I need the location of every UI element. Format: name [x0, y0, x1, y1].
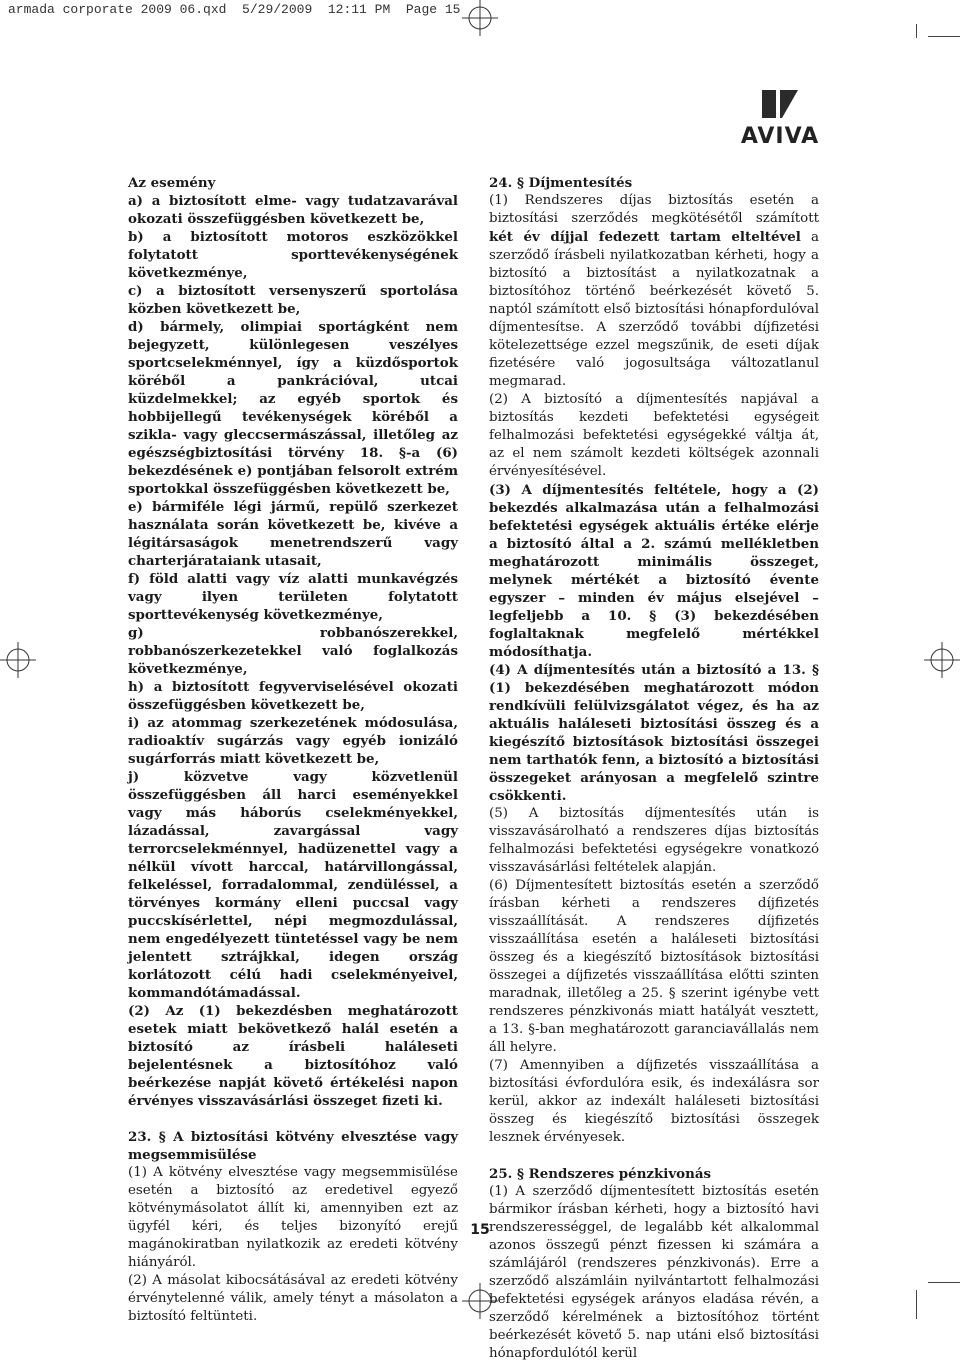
trim-mark-top-right [916, 24, 917, 38]
exclusion-item-b: b) a biztosított motoros eszközökkel folytatott sporttevékenységének következménye, [128, 229, 458, 281]
section-24-p1-end: a szerződő írásbeli nyilatkozatban kérheti, hogy a biztosító a biztosítást a nyilatkozatnak a biztosítóhoz történő beérkezését követő 5. naptól számított első biztosítási hónapfordulóval díjmentesítse. A szerződő további díjfizetési kötelezettsége ezzel megszűnik, de eseti díjak fizetésére való jogosultsága változatlanul megmarad. [489, 230, 819, 389]
left-column [128, 174, 458, 1326]
print-slug: armada corporate 2009 06.qxd 5/29/2009 12:11 PM Page 15 [8, 2, 461, 17]
right-column [489, 174, 819, 1363]
section-24-paragraph-7: (7) Amennyiben a díjfizetés visszaállítása a biztosítási évfordulóra esik, és indexálásra sor kerül, akkor az indexált haláleseti biztosítási összeg és kiegészítő biztosítási összegek lesznek érvényesek. [489, 1058, 819, 1145]
exclusion-item-j: j) közvetve vagy közvetlenül összefüggésben áll harci eseményekkel vagy más háborús cselekményekkel, lázadással, zavargással vagy terrorcselekménnyel, hadüzenettel vagy a nélkül vívott harccal, határvillongással, felkeléssel, forradalommal, zendüléssel, a törvényes kormány elleni puccsal vagy puccskísérlettel, népi megmozdulással, nem engedélyezett tüntetéssel vagy be nem jelentett sztrájkkal, idegen ország korlátozott célú hadi cselekményeivel, kommandótámadással. [128, 769, 458, 1001]
section-25-heading: 25. § Rendszeres pénzkivonás [489, 1166, 712, 1182]
exclusion-item-e: e) bármiféle légi jármű, repülő szerkezet használata során következett be, kivéve a légitársaságok menetrendszerű vagy charterjárataiank utasait, [128, 499, 458, 569]
section-24-paragraph-2: (2) A biztosító a díjmentesítés napjával a biztosítás kezdeti befektetési egységeit felhalmozási befektetési egységekké váltja át, az el nem számolt kezdeti költségek azonnali érvényesítésével. [489, 392, 819, 479]
section-24-paragraph-1 [489, 192, 819, 391]
section-24-paragraph-5: (5) A biztosítás díjmentesítés után is visszavásárolható a rendszeres díjas biztosítás felhalmozási befektetési egységekre vonatkozó visszavásárlási feltételek alapján. [489, 806, 819, 875]
registration-mark-left [0, 642, 36, 678]
section-24-heading: 24. § Díjmentesítés [489, 175, 633, 191]
section-25-paragraph-1: (1) A szerződő díjmentesített biztosítás esetén bármikor írásban kérheti, hogy a biztosító havi rendszerességgel, de legalább két alkalommal azonos összegű pénzt fizessen ki számára a számlájáról (rendszeres pénzkivonás). Erre a szerződő alszámláin nyilvántartott felhalmozási befektetési egységek arányos eladása révén, a szerződő kérelmének a biztosítóhoz történt beérkezését követő 5. nap utáni első biztosítási hónapfordulótól kerül [489, 1184, 819, 1361]
exclusion-intro: Az esemény [128, 175, 216, 191]
trim-mark-bottom-right [916, 1290, 917, 1319]
exclusion-item-c: c) a biztosított versenyszerű sportolása közben következett be, [128, 283, 458, 317]
section-24-paragraph-3: (3) A díjmentesítés feltétele, hogy a (2) bekezdés alkalmazása után a felhalmozási befektetési egységek aktuális értéke elérje a biztosító által a 2. számú mellékletben meghatározott minimális összeget, melynek mértékét a biztosító évente egyszer – minden év május elsejével – legfeljebb a 10. § (3) bekezdésében foglaltaknak megfelelő mértékkel módosíthatja. [489, 482, 819, 660]
section-24-p1-emphasis: két év díjjal fedezett tartam elteltével [489, 229, 801, 245]
exclusion-item-g: g) robbanószerekkel, robbanószerkezetekkel való foglalkozás következménye, [128, 625, 458, 677]
section-24-p1-start: (1) Rendszeres díjas biztosítás esetén a biztosítási szerződés megkötésétől számított [489, 193, 819, 226]
section-24-paragraph-6: (6) Díjmentesített biztosítás esetén a szerződő írásban kérheti a rendszeres díjfizetés visszaállítását. A rendszeres díjfizetés visszaállítása esetén a haláleseti biztosítási összeg és a kiegészítő biztosítások biztosítási összegei a díjfizetés visszaállítása előtti szinten maradnak, illetőleg a 25. § szerint igénybe vett rendszeres pénzkivonás miatt hatályát vesztett, a 13. §-ban meghatározott garanciavállalás nem áll helyre. [489, 878, 819, 1055]
exclusion-item-f: f) föld alatti vagy víz alatti munkavégzés vagy ilyen területen folytatott sporttevékenység következménye, [128, 571, 458, 623]
exclusion-item-h: h) a biztosított fegyverviselésével okozati összefüggésben következett be, [128, 679, 458, 713]
registration-mark-top [462, 0, 498, 36]
exclusion-item-i: i) az atommag szerkezetének módosulása, radioaktív sugárzás vagy egyéb ionizáló sugárforrás miatt következett be, [128, 715, 458, 767]
section-23-paragraph-2: (2) A másolat kibocsátásával az eredeti kötvény érvénytelenné válik, amely tényt a másolaton a biztosító feltünteti. [128, 1273, 458, 1324]
section-23-paragraph-1: (1) A kötvény elvesztése vagy megsemmisülése esetén a biztosító az eredetivel egyező kötvénymásolatot állít ki, amennyiben ezt az ügyfél kéri, és teljes bizonyító erejű magánokiratban nyilatkozik az eredeti kötvény hiányáról. [128, 1165, 458, 1270]
exclusion-paragraph-2: (2) Az (1) bekezdésben meghatározott esetek miatt bekövetkező halál esetén a biztosító az írásbeli haláleseti bejelentésnek a biztosítóhoz való beérkezése napját követő értékelési napon érvényes visszavásárlási összeget fizeti ki. [128, 1003, 458, 1109]
page-number: 15 [470, 1222, 490, 1238]
exclusion-item-a: a) a biztosított elme- vagy tudatzavarával okozati összefüggésben következett be, [128, 193, 458, 227]
exclusion-item-d: d) bármely, olimpiai sportágként nem bejegyzett, különlegesen veszélyes sportcselekménnyel, így a küzdősportok köréből a pankrációval, utcai küzdelmekkel; az egyéb sportok és hobbijellegű tevékenységek köréből a szikla- vagy gleccsermászással, illetőleg az egészségbiztosítási törvény 18. §-a (6) bekezdésének e) pontjában felsorolt extrém sportokkal összefüggésben következett be, [128, 319, 458, 497]
trim-mark-bottom-right-h [928, 1282, 960, 1283]
section-24-paragraph-4: (4) A díjmentesítés után a biztosító a 13. § (1) bekezdésében meghatározott módon rendkívüli felülvizsgálatot végez, és ha az aktuális haláleseti biztosítási összeg és a kiegészítő biztosítások biztosítási összegei nem tarthatók fenn, a biztosító a biztosítási összegeket arányosan a megfelelő szintre csökkenti. [489, 662, 819, 804]
aviva-logo-text: AVIVA [740, 124, 820, 149]
registration-mark-right [924, 642, 960, 678]
section-23-heading: 23. § A biztosítási kötvény elvesztése vagy megsemmisülése [128, 1129, 458, 1163]
trim-mark-top-right-h [928, 36, 960, 37]
